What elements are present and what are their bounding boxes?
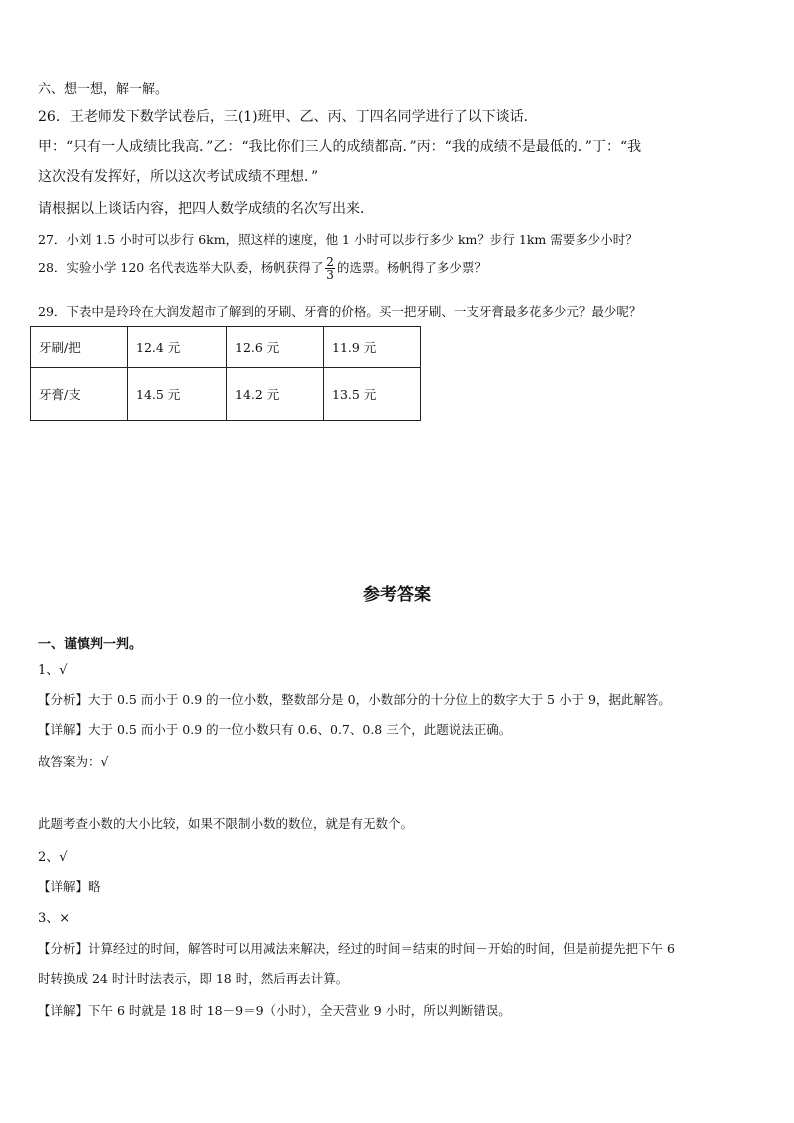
table-cell: 12.6 元 bbox=[227, 327, 324, 368]
answer-3-detail: 【详解】下午 6 时就是 18 时 18－9＝9（小时），全天营业 9 小时，所以判断错误。 bbox=[38, 1003, 511, 1018]
answer-2-detail: 【详解】略 bbox=[38, 879, 101, 894]
table-cell: 14.5 元 bbox=[128, 368, 227, 421]
question-26-line-1: 26．王老师发下数学试卷后，三(1)班甲、乙、丙、丁四名同学进行了以下谈话． bbox=[38, 109, 538, 125]
table-cell: 牙刷/把 bbox=[31, 327, 128, 368]
answer-2-label: 2、√ bbox=[38, 850, 68, 865]
price-table bbox=[30, 326, 421, 421]
table-row-toothbrush bbox=[31, 327, 421, 368]
answers-section-heading: 一、谨慎判一判。 bbox=[38, 637, 143, 652]
question-26-line-2: 甲：“只有一人成绩比我高．”乙：“我比你们三人的成绩都高．”丙：“我的成绩不是最低的．”丁：“我 bbox=[38, 139, 642, 155]
fraction-two-thirds bbox=[325, 256, 335, 281]
fraction-denominator: 3 bbox=[326, 268, 334, 282]
answers-title: 参考答案 bbox=[363, 585, 431, 605]
table-cell: 13.5 元 bbox=[324, 368, 421, 421]
answer-1-detail: 【详解】大于 0.5 而小于 0.9 的一位小数只有 0.6、0.7、0.8 三个，此题说法正确。 bbox=[38, 722, 512, 737]
table-cell: 牙膏/支 bbox=[31, 368, 128, 421]
question-28-text-before: 28．实验小学 120 名代表选举大队委，杨帆获得了 bbox=[38, 260, 324, 275]
question-29: 29．下表中是玲玲在大润发超市了解到的牙刷、牙膏的价格。买一把牙刷、一支牙膏最多花多少元？最少呢？ bbox=[38, 304, 642, 319]
table-cell: 12.4 元 bbox=[128, 327, 227, 368]
fraction-numerator: 2 bbox=[326, 255, 334, 269]
question-27: 27．小刘 1.5 小时可以步行 6km，照这样的速度，他 1 小时可以步行多少 km？步行 1km 需要多少小时？ bbox=[38, 232, 638, 247]
section-heading-six: 六、想一想，解一解。 bbox=[38, 82, 169, 97]
question-28-text-after: 的选票。杨帆得了多少票？ bbox=[336, 260, 487, 275]
table-cell: 14.2 元 bbox=[227, 368, 324, 421]
answer-3-analysis-line-1: 【分析】计算经过的时间，解答时可以用减法来解决，经过的时间＝结束的时间－开始的时间，但是前提先把下午 6 bbox=[38, 941, 675, 956]
table-cell: 11.9 元 bbox=[324, 327, 421, 368]
answer-1-result: 故答案为：√ bbox=[38, 754, 109, 769]
question-28 bbox=[38, 256, 487, 281]
answer-1-note: 此题考查小数的大小比较，如果不限制小数的数位，就是有无数个。 bbox=[38, 816, 414, 831]
table-row-toothpaste bbox=[31, 368, 421, 421]
answer-1-analysis: 【分析】大于 0.5 而小于 0.9 的一位小数，整数部分是 0，小数部分的十分位上的数字大于 5 小于 9，据此解答。 bbox=[38, 692, 671, 707]
question-26-line-4: 请根据以上谈话内容，把四人数学成绩的名次写出来． bbox=[38, 201, 374, 217]
question-26-line-3: 这次没有发挥好，所以这次考试成绩不理想．” bbox=[38, 169, 319, 185]
answer-1-label: 1、√ bbox=[38, 663, 68, 678]
answer-3-label: 3、× bbox=[38, 911, 71, 926]
answer-3-analysis-line-2: 时转换成 24 时计时法表示，即 18 时，然后再去计算。 bbox=[38, 971, 349, 986]
